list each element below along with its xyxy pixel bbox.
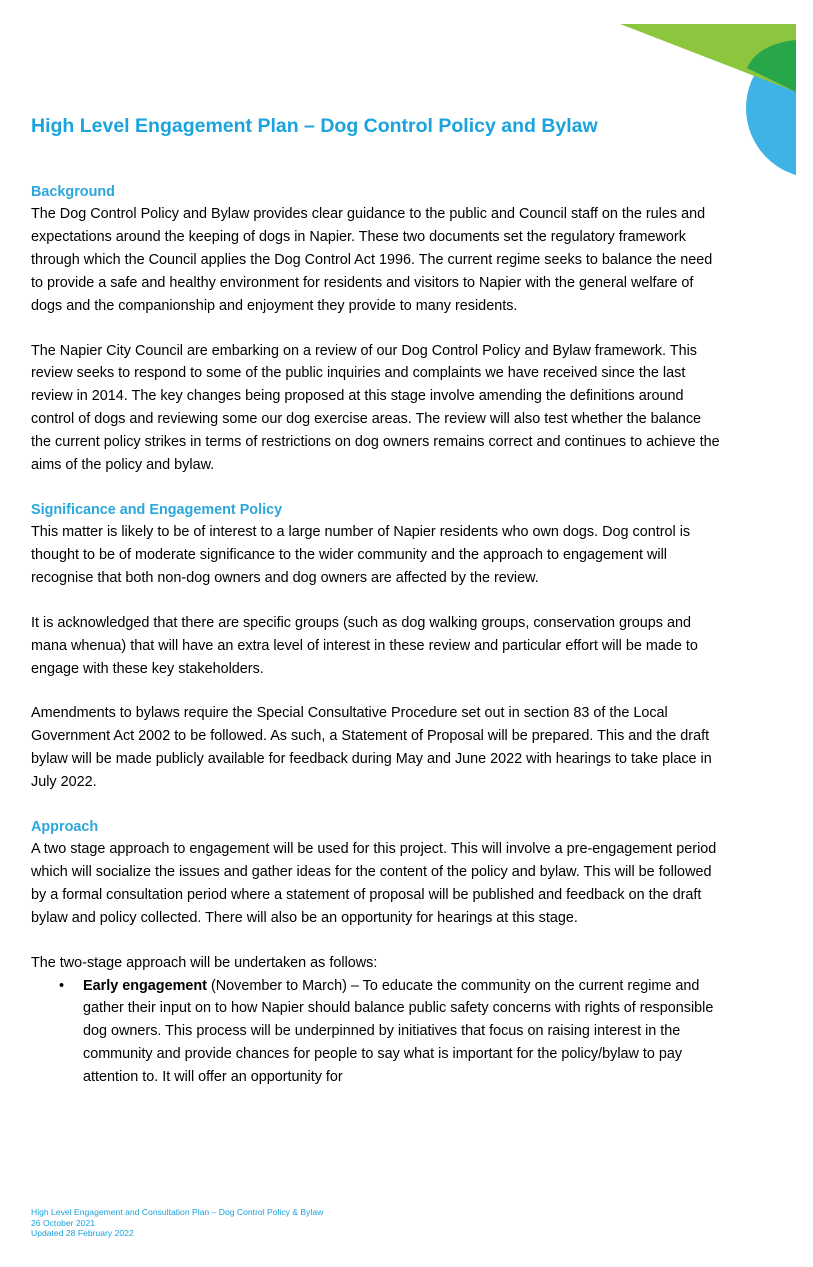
footer-date: 26 October 2021 [31, 1217, 96, 1228]
approach-heading: Approach [31, 819, 99, 836]
bullet-text: (November to March) – To educate the community on the current regime and gather their input on to how Napier should balance public safety concerns with rights of responsible dog owners. This process will be underpinned by initiatives that focus on raising interest in the community and provide chances for people to say what is important for the policy/bylaw to pay attention to. It will offer an opportunity for [83, 977, 714, 1086]
bullet-term: Early engagement [83, 977, 207, 994]
approach-paragraph-2: The two-stage approach will be undertaken as follows: [31, 954, 378, 971]
document-body [31, 113, 721, 1089]
significance-paragraph-3: Amendments to bylaws require the Special Consultative Procedure set out in section 83 of the Local Government Act 2002 to be followed. As such, a Statement of Proposal will be prepared. This and the draft bylaw will be made publicly available for feedback during May and June 2022 with hearings to take place in July 2022. [31, 705, 712, 791]
significance-paragraph-2: It is acknowledged that there are specific groups (such as dog walking groups, conservation groups and mana whenua) that will have an extra level of interest in these review and particular effort will be made to engage with these key stakeholders. [31, 614, 698, 677]
list-item [31, 975, 721, 1090]
background-heading: Background [31, 184, 115, 200]
significance-heading: Significance and Engagement Policy [31, 501, 283, 518]
background-paragraph-2: The Napier City Council are embarking on a review of our Dog Control Policy and Bylaw framework. This review seeks to respond to some of the public inquiries and complaints we have received since the last review in 2014. The key changes being proposed at this stage involve amending the definitions around control of dogs and reviewing some our dog exercise areas. The review will also test whether the balance the current policy strikes in terms of restrictions on dog owners remains correct and continues to achieve the aims of the policy and bylaw. [31, 342, 720, 474]
approach-paragraph-1: A two stage approach to engagement will be used for this project. This will involve a pre-engagement period which will socialize the issues and gather ideas for the content of the policy and bylaw. This will be followed by a formal consultation period where a statement of proposal will be published and feedback on the draft bylaw and policy collected. There will also be an opportunity for hearings at this stage. [31, 841, 717, 926]
approach-stage-list [31, 975, 721, 1090]
footer-updated-date: Updated 28 February 2022 [31, 1228, 134, 1238]
bullet-icon: • [59, 977, 65, 994]
significance-paragraph-1: This matter is likely to be of interest to a large number of Napier residents who own dogs. Dog control is thought to be of moderate significance to the wider community and the approach to engagement will recognise that both non-dog owners and dog owners are affected by the review. [31, 523, 691, 586]
page-footer [31, 1207, 323, 1239]
footer-document-title: High Level Engagement and Consultation Plan – Dog Control Policy & Bylaw [31, 1207, 324, 1217]
page-title: High Level Engagement Plan – Dog Control Policy and Bylaw [31, 115, 598, 137]
background-paragraph-1: The Dog Control Policy and Bylaw provides clear guidance to the public and Council staff on the rules and expectations around the keeping of dogs in Napier. These two documents set the regulatory framework through which the Council applies the Dog Control Act 1996. The current regime seeks to balance the need to provide a safe and healthy environment for residents and visitors to Napier with the general welfare of dogs and the companionship and enjoyment they provide to many residents. [31, 206, 713, 314]
